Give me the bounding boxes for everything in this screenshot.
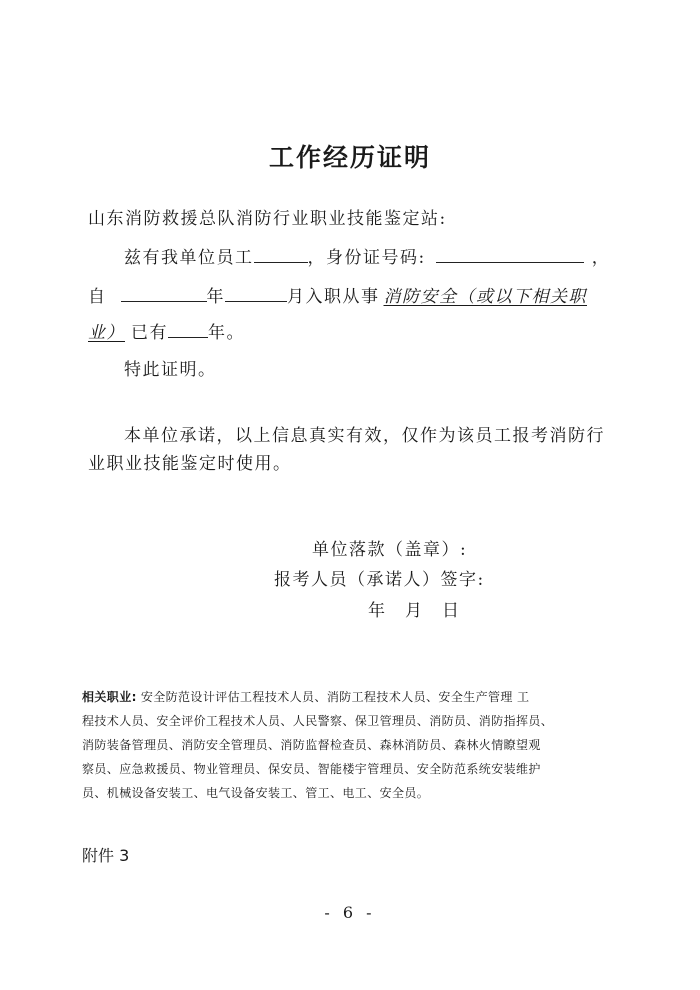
id-label: ，身份证号码: (307, 248, 426, 268)
addressee: 山东消防救援总队消防行业职业技能鉴定站: (88, 209, 447, 229)
promise-line-2: 业职业技能鉴定时使用。 (88, 454, 292, 474)
certify-text: 特此证明。 (124, 360, 217, 380)
has-label: 已有 (131, 323, 168, 343)
promise-line-1: 本单位承诺，以上信息真实有效，仅作为该员工报考消防行 (124, 426, 605, 446)
employee-line (124, 243, 610, 268)
related-jobs-line-1 (82, 686, 529, 710)
attachment-label: 附件 3 (82, 846, 130, 865)
id-number-blank[interactable] (436, 246, 584, 263)
month-label: 月入职从事 (287, 287, 380, 307)
from-label: 自 (88, 287, 107, 307)
document-title: 工作经历证明 (268, 143, 431, 172)
related-jobs-label: 相关职业: (82, 690, 137, 704)
years-blank[interactable] (168, 321, 208, 338)
occupation-text-2: 业） (88, 323, 125, 343)
employment-line (88, 282, 587, 307)
related-jobs-text-1: 安全防范设计评估工程技术人员、消防工程技术人员、安全生产管理 工 (140, 690, 530, 704)
employee-prefix: 兹有我单位员工 (124, 248, 254, 268)
unit-seal-label: 单位落款（盖章）: (312, 540, 468, 560)
related-jobs-line-3: 消防装备管理员、消防安全管理员、消防监督检查员、森林消防员、森林火情瞭望观 (82, 738, 541, 752)
date-label: 年 月 日 (368, 601, 461, 621)
id-suffix: ， (591, 248, 611, 268)
related-jobs-line-5: 员、机械设备安装工、电气设备安装工、管工、电工、安全员。 (82, 786, 430, 800)
applicant-sign-label: 报考人员（承诺人）签字: (274, 570, 485, 590)
occupation-text-1: 消防安全（或以下相关职 (383, 287, 587, 307)
employee-name-blank[interactable] (254, 246, 308, 263)
years-label: 年。 (208, 323, 245, 343)
related-jobs-line-4: 察员、应急救援员、物业管理员、保安员、智能楼宇管理员、安全防范系统安装维护 (82, 762, 541, 776)
years-line (88, 318, 245, 343)
page-number: - 6 - (324, 903, 376, 922)
related-jobs-line-2: 程技术人员、安全评价工程技术人员、人民警察、保卫管理员、消防员、消防指挥员、 (82, 714, 554, 728)
start-month-blank[interactable] (225, 285, 287, 302)
year-label: 年 (206, 287, 225, 307)
start-year-blank[interactable] (121, 285, 207, 302)
